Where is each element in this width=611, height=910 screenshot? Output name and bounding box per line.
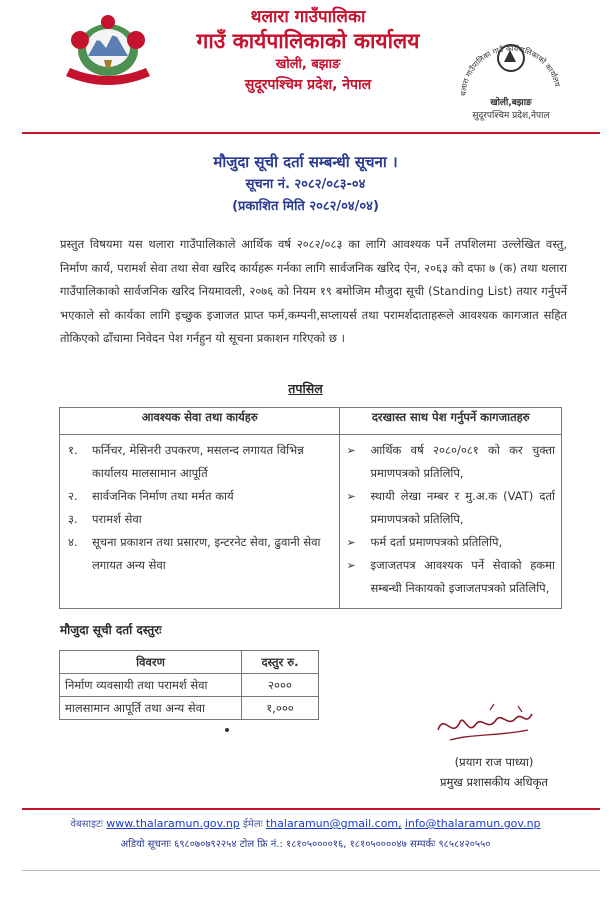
signatory-title: प्रमुख प्रशासकीय अधिकृत	[440, 775, 548, 789]
signature-image	[430, 700, 540, 755]
requirements-table	[59, 407, 562, 609]
list-item: ➢ स्थायी लेखा नम्बर र मु.अ.क (VAT) दर्ता प्रमाणपत्रको प्रतिलिपि,	[346, 485, 555, 531]
fee-table	[59, 650, 319, 720]
footer-web-line	[0, 814, 611, 835]
footer-divider	[22, 808, 600, 810]
arrow-bullet-icon: ➢	[346, 444, 356, 457]
website-link[interactable]: www.thalaramun.gov.np	[106, 817, 240, 830]
email-link-info[interactable]: info@thalaramun.gov.np	[404, 817, 541, 830]
office-location: खोली, बझाङ	[275, 57, 341, 72]
list-item: ➢ इजाजतपत्र आवश्यक पर्ने सेवाको हकमा सम्बन्धी निकायको इजाजतपत्रको प्रतिलिपि,	[346, 554, 555, 600]
stamp-line-b: सुदूरपश्चिम प्रदेश,नेपाल	[472, 111, 550, 121]
ink-dot	[225, 728, 229, 732]
list-item: १. फर्निचर, मेसिनरी उपकरण, मसलन्द लगायत विभिन्न कार्यालय मालसामान आपूर्ति	[68, 443, 304, 480]
stamp-line-a: खोली,बझाङ	[490, 98, 532, 108]
signatory-block	[414, 752, 574, 792]
fee-section-title: मौजुदा सूची दर्ता दस्तुरः	[60, 623, 162, 637]
office-name: गाउँ कार्यपालिकाको कार्यालय	[196, 29, 420, 53]
documents-column-header: दरखास्त साथ पेश गर्नुपर्ने कागजातहरु	[340, 408, 562, 435]
list-item: ३. परामर्श सेवा	[68, 512, 142, 526]
services-list	[60, 435, 340, 609]
email-link-primary[interactable]: thalaramun@gmail.com,	[265, 817, 402, 830]
arrow-bullet-icon: ➢	[346, 559, 356, 572]
table-row: निर्माण व्यवसायी तथा परामर्श सेवा २०००	[60, 674, 319, 697]
notice-number: सूचना नं. २०८२/०८३-०४	[245, 177, 366, 192]
notice-title: मौजुदा सूची दर्ता सम्बन्धी सूचना ।	[213, 153, 398, 171]
list-item: ➢ फर्म दर्ता प्रमाणपत्रको प्रतिलिपि,	[346, 531, 555, 554]
notice-published-date: (प्रकाशित मिति २०८२/०४/०४)	[232, 199, 379, 214]
municipality-name: थलारा गाउँपालिका	[250, 7, 366, 27]
footer-phone-line: अडियो सूचनाः ६९८०७०७९२२५४ टोल फ्रि नं.: १८१०५००००१६, १८१०५००००४७ सम्पर्कः ९८५८४२०५५०	[120, 839, 491, 850]
list-item: ➢ आर्थिक वर्ष २०८०/०८१ को कर चुक्ता प्रमाणपत्रको प्रतिलिपि,	[346, 439, 555, 485]
notice-heading	[0, 150, 611, 218]
table-row: मालसामान आपूर्ति तथा अन्य सेवा १,०००	[60, 697, 319, 720]
arrow-bullet-icon: ➢	[346, 536, 356, 549]
office-stamp-icon	[452, 28, 570, 128]
website-label: वेबसाइटः	[70, 819, 104, 830]
header-divider	[22, 132, 600, 134]
nepal-emblem-icon	[60, 10, 156, 86]
notice-body-paragraph: प्रस्तुत विषयमा यस थलारा गाउँपालिकाले आर्थिक वर्ष २०८२/०८३ का लागि आवश्यक पर्ने तपशिलमा उल्लेखित वस्तु, निर्माण कार्य, परामर्श सेवा तथा सेवा खरिद कार्यहरू गर्नका लागि सार्वजनिक खरिद ऐन, २०६३ को दफा ७ (क) तथा थलारा गाउँपालिकाको सार्वजनिक खरिद नियमावली, २०७६ को नियम १९ बमोजिम मौजुदा सूची (Standing List) तयार गर्नुपर्ने भएकाले सो कार्यका लागि इच्छुक इजाजत प्राप्त फर्म,कम्पनी,सप्लायर्स तथा परामर्शदाताहरूले आवश्यक कागजात सहित तोकिएको ढाँचामा निवेदन पेश गर्नहुन यो सूचना प्रकाशन गरिएको छ ।	[60, 237, 567, 345]
fee-desc-header: विवरण	[60, 651, 242, 674]
list-item: ४. सूचना प्रकाशन तथा प्रसारण, इन्टरनेट सेवा, ढुवानी सेवा लगायत अन्य सेवा	[68, 535, 321, 572]
footer-bottom-rule	[22, 870, 600, 871]
arrow-bullet-icon: ➢	[346, 490, 356, 503]
signatory-name: (प्रयाग राज पाध्या)	[454, 755, 534, 769]
stamp-arc-text: थलारा गाउँपालिका गाउँ कार्यपालिकाको कार्यालय	[458, 43, 562, 97]
email-label: ईमेलः	[242, 819, 263, 830]
province-name: सुदूरपश्चिम प्रदेश, नेपाल	[244, 77, 372, 93]
list-item: २. सार्वजनिक निर्माण तथा मर्मत कार्य	[68, 489, 234, 503]
fee-amount-header: दस्तुर रु.	[242, 651, 319, 674]
office-header	[158, 6, 458, 95]
services-column-header: आवश्यक सेवा तथा कार्यहरु	[60, 408, 340, 435]
footer-contact	[0, 814, 611, 855]
details-heading: तपसिल	[288, 381, 323, 396]
documents-list	[340, 435, 562, 609]
